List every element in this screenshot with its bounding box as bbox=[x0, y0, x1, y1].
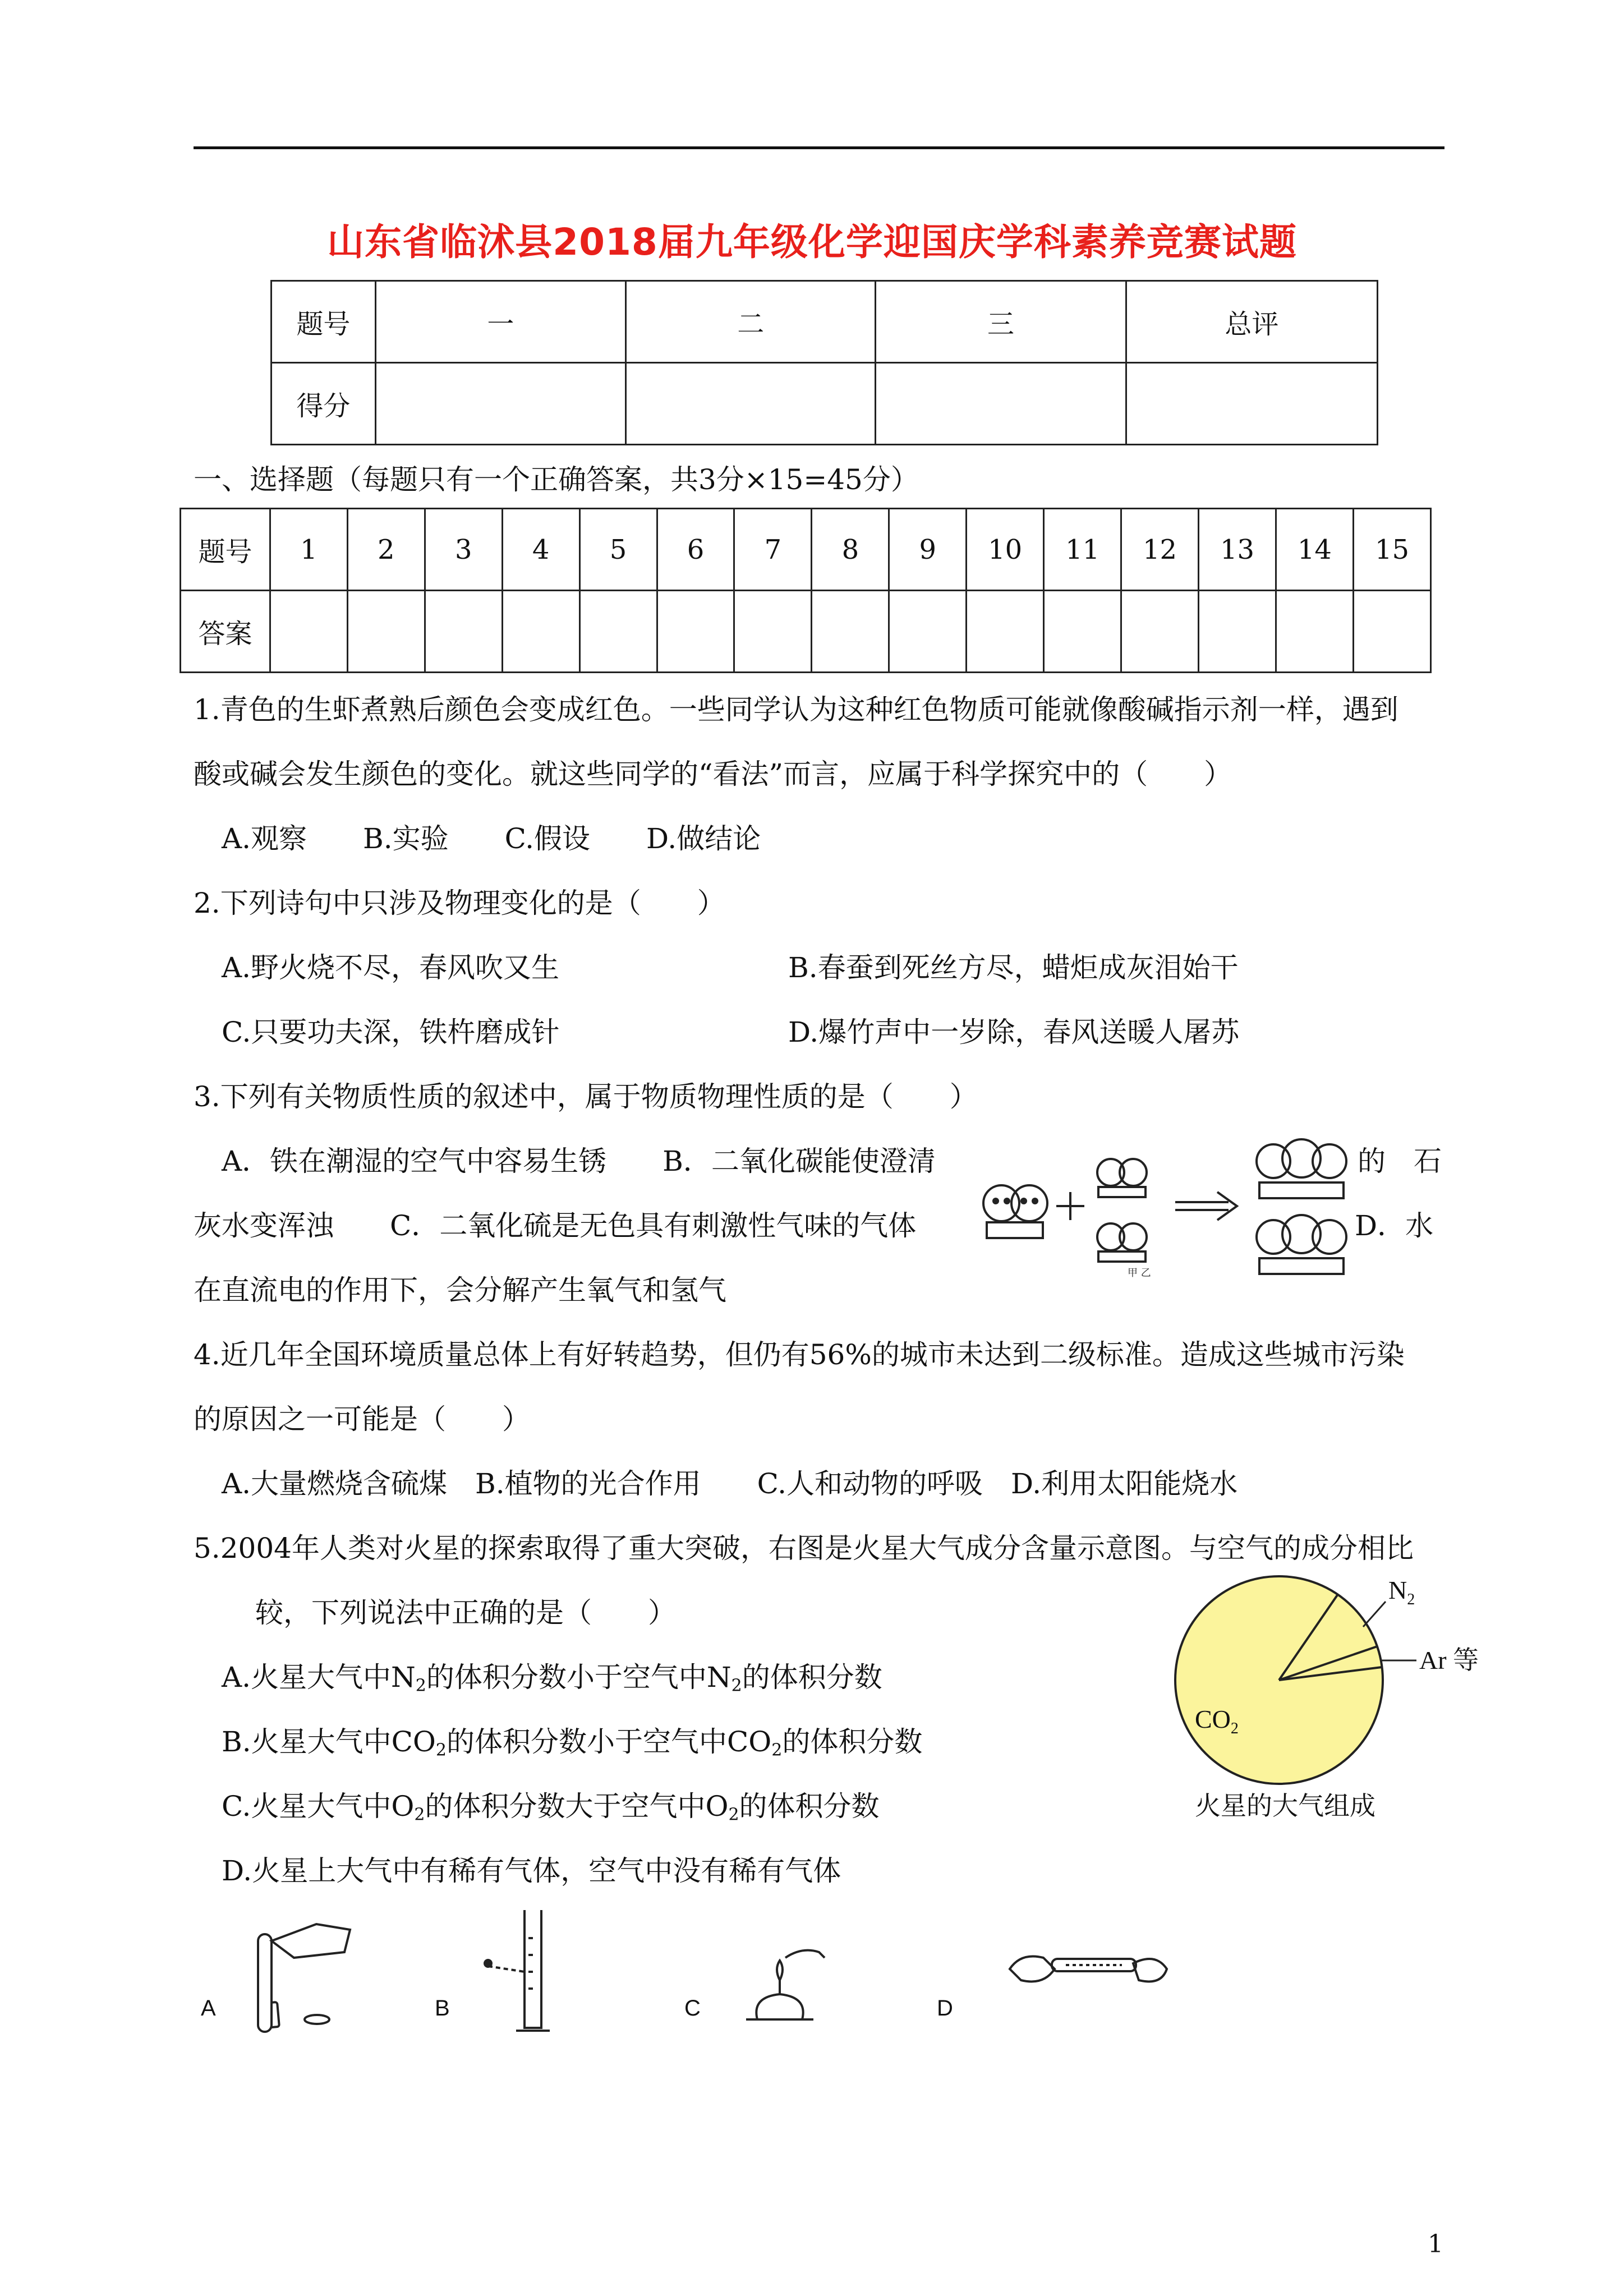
table-cell: 4 bbox=[502, 509, 579, 591]
table-cell: 题号 bbox=[181, 509, 270, 591]
q5-option-a: A.火星大气中$N_2$的体积分数小于空气中$N_2$的体积分数 bbox=[222, 1661, 882, 1696]
q5-option-d: D.火星上大气中有稀有气体，空气中没有稀有气体 bbox=[222, 1855, 841, 1887]
q3-line-c: 在直流电的作用下，会分解产生氧气和氢气 bbox=[194, 1274, 726, 1306]
pie-caption: 火星的大气组成 bbox=[1195, 1791, 1375, 1821]
answer-cell bbox=[1199, 591, 1276, 673]
page-title: 山东省临沭县2018届九年级化学迎国庆学科素养竞赛试题 bbox=[327, 220, 1297, 264]
score-cell bbox=[375, 363, 625, 445]
q4-line1: 4.近几年全国环境质量总体上有好转趋势，但仍有56%的城市未达到二级标准。造成这些城市污染 bbox=[194, 1338, 1405, 1371]
answer-cell bbox=[579, 591, 657, 673]
answer-cell bbox=[889, 591, 967, 673]
q3-line-b: 灰水变浑浊 C．二氧化硫是无色具有刺激性气味的气体 bbox=[194, 1209, 917, 1242]
q5-line2: 较，下列说法中正确的是（ ） bbox=[255, 1596, 676, 1629]
table-cell: 15 bbox=[1353, 509, 1430, 591]
table-cell: 2 bbox=[347, 509, 425, 591]
score-cell bbox=[876, 363, 1126, 445]
header-rule bbox=[194, 146, 1444, 149]
molecule-icon bbox=[983, 1185, 1047, 1238]
q2-option-b: B.春蚕到死丝方尽，蜡炬成灰泪始干 bbox=[788, 951, 1239, 984]
table-cell: 3 bbox=[425, 509, 502, 591]
table-cell: 9 bbox=[889, 509, 967, 591]
q3-stem: 3.下列有关物质性质的叙述中，属于物质物理性质的是（ ） bbox=[194, 1080, 978, 1113]
lab-figure-b-label: B bbox=[435, 1996, 450, 2021]
lab-figure-a-label: A bbox=[201, 1996, 216, 2021]
answer-table bbox=[180, 508, 1432, 673]
table-cell: 三 bbox=[876, 281, 1126, 363]
q1-line2: 酸或碱会发生颜色的变化。就这些同学的“看法”而言，应属于科学探究中的（ ） bbox=[194, 758, 1232, 790]
table-cell: 题号 bbox=[272, 281, 376, 363]
table-row bbox=[272, 281, 1378, 363]
test-tube-hands-figure bbox=[999, 1930, 1178, 2014]
answer-cell bbox=[1044, 591, 1121, 673]
table-cell: 13 bbox=[1199, 509, 1276, 591]
q5-option-b: B.火星大气中$CO_2$的体积分数小于空气中$CO_2$的体积分数 bbox=[222, 1726, 923, 1760]
answer-cell bbox=[1276, 591, 1353, 673]
q2-option-c: C.只要功夫深，铁杵磨成针 bbox=[222, 1016, 560, 1048]
answer-cell bbox=[425, 591, 502, 673]
q1-options: A.观察 B.实验 C.假设 D.做结论 bbox=[222, 822, 761, 855]
graduated-cylinder-figure bbox=[477, 1904, 589, 2039]
table-cell: 二 bbox=[626, 281, 876, 363]
score-cell bbox=[626, 363, 876, 445]
q2-option-a: A.野火烧不尽，春风吹又生 bbox=[222, 951, 560, 984]
q2-stem: 2.下列诗句中只涉及物理变化的是（ ） bbox=[194, 887, 725, 919]
lab-figure-d-label: D bbox=[937, 1996, 953, 2021]
arrow-icon bbox=[1175, 1192, 1237, 1220]
plus-icon bbox=[1056, 1192, 1084, 1220]
small-mark: 甲 乙 bbox=[1128, 1267, 1151, 1279]
alcohol-lamp-figure bbox=[724, 1935, 836, 2036]
q3-line-a-right: 的 石 bbox=[1358, 1145, 1442, 1177]
table-cell: 得分 bbox=[272, 363, 376, 445]
n2-leader-line bbox=[1363, 1602, 1386, 1627]
table-cell: 5 bbox=[579, 509, 657, 591]
q5-option-c: C.火星大气中$O_2$的体积分数大于空气中$O_2$的体积分数 bbox=[222, 1790, 880, 1825]
table-cell: 8 bbox=[812, 509, 889, 591]
section-heading: 一、选择题（每题只有一个正确答案，共3分×15=45分） bbox=[194, 463, 919, 496]
answer-cell bbox=[1353, 591, 1430, 673]
answer-cell bbox=[967, 591, 1044, 673]
q1-line1: 1.青色的生虾煮熟后颜色会变成红色。一些同学认为这种红色物质可能就像酸碱指示剂一样，遇到 bbox=[194, 693, 1398, 726]
table-cell: 11 bbox=[1044, 509, 1121, 591]
page-number: 1 bbox=[1428, 2230, 1443, 2258]
q5-line1: 5.2004年人类对火星的探索取得了重大突破，右图是火星大气成分含量示意图。与空气的成分相比 bbox=[194, 1532, 1414, 1565]
table-cell: 14 bbox=[1276, 509, 1353, 591]
answer-cell bbox=[812, 591, 889, 673]
answer-cell bbox=[270, 591, 347, 673]
molecule-reaction-figure bbox=[968, 1136, 1360, 1287]
molecule-icon bbox=[1257, 1139, 1346, 1198]
co2-label: $CO_2$ bbox=[1195, 1705, 1239, 1737]
ar-label: Ar 等 bbox=[1419, 1646, 1479, 1674]
pouring-liquid-figure bbox=[236, 1913, 370, 2036]
table-cell: 总评 bbox=[1126, 281, 1377, 363]
answer-cell bbox=[734, 591, 812, 673]
q3-line-a: A．铁在潮湿的空气中容易生锈 B．二氧化碳能使澄清 bbox=[222, 1145, 936, 1177]
table-cell: 7 bbox=[734, 509, 812, 591]
table-cell: 10 bbox=[967, 509, 1044, 591]
table-row bbox=[181, 591, 1431, 673]
table-cell: 1 bbox=[270, 509, 347, 591]
molecule-icon bbox=[1097, 1223, 1147, 1262]
score-table bbox=[270, 280, 1378, 445]
q4-line2: 的原因之一可能是（ ） bbox=[194, 1403, 530, 1435]
table-cell: 一 bbox=[375, 281, 625, 363]
answer-cell bbox=[502, 591, 579, 673]
n2-label: $N_2$ bbox=[1388, 1576, 1415, 1608]
table-cell: 12 bbox=[1121, 509, 1199, 591]
answer-cell bbox=[1121, 591, 1199, 673]
molecule-icon bbox=[1097, 1159, 1147, 1197]
table-cell: 答案 bbox=[181, 591, 270, 673]
score-cell bbox=[1126, 363, 1377, 445]
lab-figure-c-label: C bbox=[684, 1996, 701, 2021]
molecule-icon bbox=[1257, 1215, 1346, 1274]
mars-atmosphere-pie bbox=[1167, 1565, 1503, 1846]
table-row bbox=[272, 363, 1378, 445]
table-row bbox=[181, 509, 1431, 591]
answer-cell bbox=[347, 591, 425, 673]
table-cell: 6 bbox=[657, 509, 734, 591]
answer-cell bbox=[657, 591, 734, 673]
q4-options: A.大量燃烧含硫煤 B.植物的光合作用 C.人和动物的呼吸 D.利用太阳能烧水 bbox=[222, 1467, 1238, 1500]
q2-option-d: D.爆竹声中一岁除，春风送暖人屠苏 bbox=[788, 1016, 1240, 1048]
q3-line-b-right: D．水 bbox=[1355, 1209, 1434, 1242]
